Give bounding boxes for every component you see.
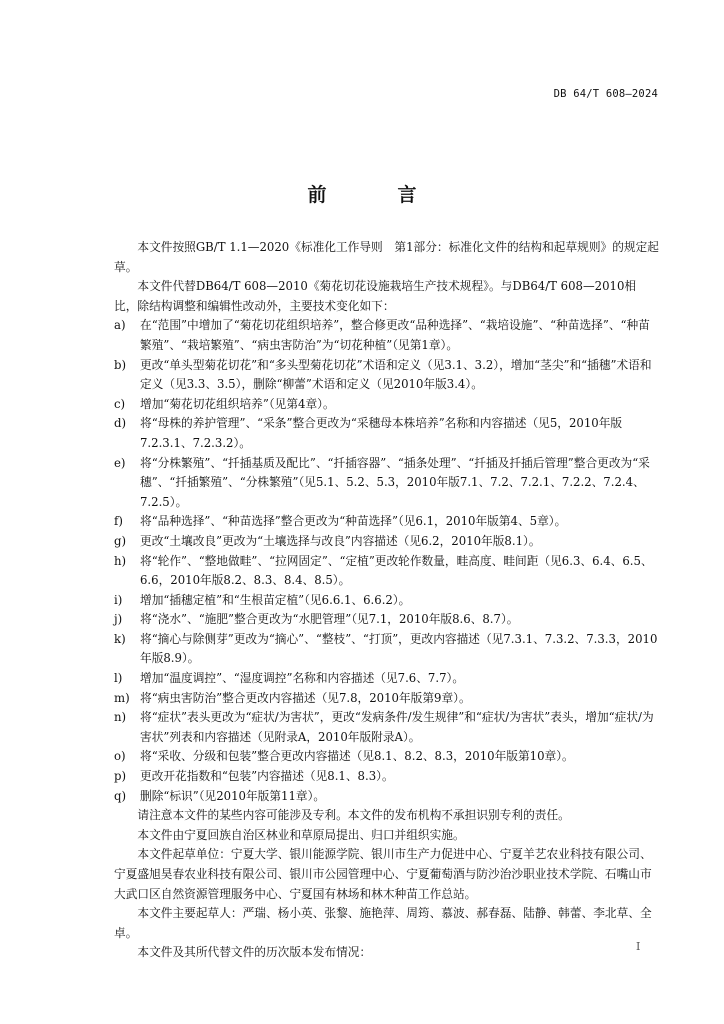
list-item [114, 787, 659, 807]
list-text: 将“轮作”、“整地做畦”、“拉网固定”、“定植”更改轮作数量，畦高度、畦间距（见6.3、6.4、6.5、6.6，2010年版8.2、8.3、8.4、8.5）。 [140, 553, 653, 588]
paragraph-patent-notice: 请注意本文件的某些内容可能涉及专利。本文件的发布机构不承担识别专利的责任。 [137, 808, 570, 823]
list-item [114, 669, 659, 689]
list-text: 更改“土壤改良”更改为“土壤选择与改良”内容描述（见6.2，2010年版8.1）。 [140, 533, 541, 548]
list-marker: o) [114, 749, 126, 764]
list-text: 将“病虫害防治”整合更改内容描述（见7.8，2010年版第9章）。 [140, 690, 471, 705]
list-marker: f) [114, 514, 123, 529]
list-item [114, 747, 659, 767]
list-text: 将“浇水”、“施肥”整合更改为“水肥管理”（见7.1，2010年版8.6、8.7）。 [140, 612, 519, 627]
list-item [114, 767, 659, 787]
list-text: 增加“插穗定植”和“生根苗定植”（见6.6.1、6.6.2）。 [140, 592, 411, 607]
list-item [114, 532, 659, 552]
list-marker: q) [114, 788, 127, 803]
list-marker: c) [114, 396, 126, 411]
list-marker: l) [114, 671, 123, 686]
list-marker: g) [114, 533, 127, 548]
list-text: 更改“单头型菊花切花”和“多头型菊花切花”术语和定义（见3.1、3.2），增加“茎尖”和“插穗”术语和定义（见3.3、3.5），删除“柳蕾”术语和定义（见2010年版3.4）。 [140, 357, 652, 392]
list-text: 增加“菊花切花组织培养”（见第4章）。 [140, 396, 335, 411]
list-marker: j) [114, 612, 123, 627]
list-item [114, 689, 659, 709]
list-item [114, 610, 659, 630]
page-number: I [636, 940, 641, 953]
paragraph-drafters: 本文件主要起草人：严瑞、杨小英、张黎、施艳萍、周筠、慕波、郝春磊、陆静、韩蕾、李北草、全卓。 [114, 906, 652, 940]
paragraph-version-history: 本文件及其所代替文件的历次版本发布情况： [137, 945, 372, 960]
list-item [114, 591, 659, 611]
list-text: 删除“标识”（见2010年版第11章）。 [140, 788, 326, 803]
changes-list [114, 316, 659, 806]
list-item [114, 630, 659, 669]
list-text: 更改开花指数和“包装”内容描述（见8.1、8.3）。 [140, 769, 394, 784]
list-marker: e) [114, 455, 126, 470]
list-marker: b) [114, 357, 127, 372]
paragraph-proposer: 本文件由宁夏回族自治区林业和草原局提出、归口并组织实施。 [137, 827, 465, 842]
list-text: 将“摘心与除侧芽”更改为“摘心”、“整枝”、“打顶”，更改内容描述（见7.3.1、7.3.2、7.3.3，2010年版8.9）。 [140, 631, 658, 666]
list-item [114, 395, 659, 415]
list-text: 在“范围”中增加了“菊花切花组织培养”，整合修更改“品种选择”、“栽培设施”、“种苗选择”、“种苗繁殖”、“栽培繁殖”、“病虫害防治”为“切花种植”（见第1章）。 [140, 318, 650, 352]
paragraph-replacement: 本文件代替DB64/T 608—2010《菊花切花设施栽培生产技术规程》。与DB64/T 608—2010相比，除结构调整和编辑性改动外，主要技术变化如下： [114, 279, 637, 313]
list-marker: p) [114, 769, 127, 784]
list-item [114, 708, 659, 747]
document-body [114, 238, 659, 963]
list-text: 将“母株的养护管理”、“采条”整合更改为“采穗母本株培养”名称和内容描述（见5，2010年版7.2.3.1、7.2.3.2）。 [140, 416, 623, 450]
list-text: 将“症状”表头更改为“症状/为害状”，更改“发病条件/发生规律”和“症状/为害状”表头，增加“症状/为害状”列表和内容描述（见附录A，2010年版附录A）。 [140, 710, 654, 744]
section-title: 前 言 [307, 184, 443, 206]
list-item [114, 356, 659, 395]
list-item [114, 552, 659, 591]
list-item [114, 316, 659, 355]
list-marker: h) [114, 553, 127, 568]
list-marker: n) [114, 710, 127, 725]
list-text: 将“品种选择”、“种苗选择”整合更改为“种苗选择”（见6.1，2010年版第4、5章）。 [140, 514, 567, 529]
paragraph-drafting-units: 本文件起草单位：宁夏大学、银川能源学院、银川市生产力促进中心、宁夏羊艺农业科技有限公司、宁夏盛旭昊春农业科技有限公司、银川市公园管理中心、宁夏葡萄酒与防沙治沙职业技术学院、石嘴山市大武口区自然资源管理服务中心、宁夏国有林场和林木种苗工作总站。 [114, 847, 652, 901]
list-marker: m) [114, 690, 130, 705]
list-marker: a) [114, 318, 126, 333]
list-item [114, 454, 659, 513]
list-text: 将“采收、分级和包装”整合更改内容描述（见8.1、8.2、8.3，2010年版第10章）。 [140, 749, 574, 764]
list-marker: d) [114, 416, 127, 431]
list-text: 将“分株繁殖”、“扦插基质及配比”、“扦插容器”、“插条处理”、“扦插及扦插后管理”整合更改为“采穗”、“扦插繁殖”、“分株繁殖”（见5.1、5.2、5.3，2010年版7.1、7.2、7.2.1、7.2.2、7.2.4、7.2.5）。 [140, 455, 650, 509]
list-text: 增加“温度调控”、“湿度调控”名称和内容描述（见7.6、7.7）。 [140, 671, 465, 686]
list-marker: k) [114, 631, 126, 646]
list-item [114, 512, 659, 532]
list-marker: i) [114, 592, 123, 607]
list-item [114, 414, 659, 453]
standard-code: DB 64/T 608—2024 [553, 88, 658, 100]
paragraph-drafting-rules: 本文件按照GB/T 1.1—2020《标准化工作导则 第1部分：标准化文件的结构和起草规则》的规定起草。 [114, 240, 659, 274]
